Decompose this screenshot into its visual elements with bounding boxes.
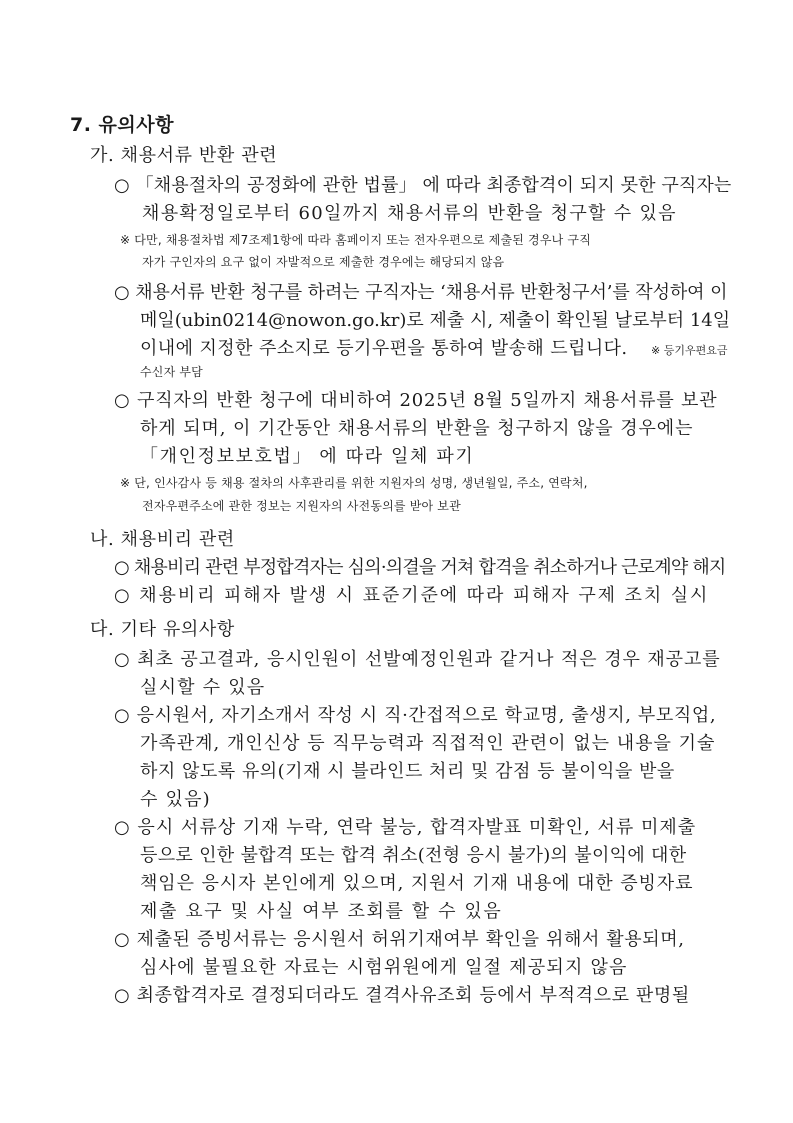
paragraph-line: 채용확정일로부터 60일까지 채용서류의 반환을 청구할 수 있음 (142, 203, 677, 224)
paragraph-line: ○ 최종합격자로 결정되더라도 결격사유조회 등에서 부적격으로 판명될 (114, 985, 690, 1006)
paragraph-line: 가족관계, 개인신상 등 직무능력과 직접적인 관련이 없는 내용을 기술 (140, 733, 716, 754)
note-line: 전자우편주소에 관한 정보는 지원자의 사전동의를 받아 보관 (142, 499, 461, 513)
paragraph-line: ○ 채용서류 반환 청구를 하려는 구직자는 ‘채용서류 반환청구서’를 작성하여 이 (114, 282, 728, 303)
paragraph-line: ○ 채용비리 관련 부정합격자는 심의·의결을 거쳐 합격을 취소하거나 근로계약 해지 (114, 557, 726, 578)
subsection-heading-na: 나. 채용비리 관련 (90, 529, 235, 550)
note-line: 수신자 부담 (140, 365, 203, 379)
note-line: ※ 단, 인사감사 등 채용 절차의 사후관리를 위한 지원자의 성명, 생년월일, 주소, 연락처, (120, 476, 588, 490)
paragraph-line: 제출 요구 및 사실 여부 조회를 할 수 있음 (140, 901, 503, 922)
paragraph-line: ○ 「채용절차의 공정화에 관한 법률」 에 따라 최종합격이 되지 못한 구직자는 (114, 175, 732, 196)
section-title: 7. 유의사항 (70, 114, 174, 136)
paragraph-line: 하지 않도록 유의(기재 시 블라인드 처리 및 감점 등 불이익을 받을 (140, 761, 675, 782)
paragraph-line: ○ 제출된 증빙서류는 응시원서 허위기재여부 확인을 위해서 활용되며, (114, 929, 685, 950)
note-line: 자가 구인자의 요구 없이 자발적으로 제출한 경우에는 해당되지 않음 (142, 255, 505, 269)
paragraph-line: 이내에 지정한 주소지로 등기우편을 통하여 발송해 드립니다. (140, 338, 628, 359)
paragraph-line: 등으로 인한 불합격 또는 합격 취소(전형 응시 불가)의 불이익에 대한 (140, 845, 687, 866)
paragraph-line: 하게 되며, 이 기간동안 채용서류의 반환을 청구하지 않을 경우에는 (140, 418, 694, 439)
paragraph-line: ○ 구직자의 반환 청구에 대비하여 2025년 8월 5일까지 채용서류를 보관 (114, 390, 718, 411)
paragraph-line: 수 있음) (140, 789, 211, 810)
paragraph-line: ○ 응시 서류상 기재 누락, 연락 불능, 합격자발표 미확인, 서류 미제출 (114, 817, 697, 838)
subsection-heading-ga: 가. 채용서류 반환 관련 (90, 145, 278, 166)
postage-note: ※ 등기우편요금 (651, 344, 728, 357)
paragraph-line: 메일(ubin0214@nowon.go.kr)로 제출 시, 제출이 확인될 날로부터 14일 (140, 310, 731, 331)
paragraph-line: 심사에 불필요한 자료는 시험위원에게 일절 제공되지 않음 (140, 957, 628, 978)
paragraph-line: 「개인정보보호법」 에 따라 일체 파기 (140, 446, 475, 467)
subsection-heading-da: 다. 기타 유의사항 (90, 619, 235, 640)
paragraph-line: 실시할 수 있음 (140, 677, 266, 698)
paragraph-line: ○ 채용비리 피해자 발생 시 표준기준에 따라 피해자 구제 조치 실시 (114, 585, 710, 606)
paragraph-line: ○ 응시원서, 자기소개서 작성 시 직·간접적으로 학교명, 출생지, 부모직업, (114, 705, 717, 726)
paragraph-line: ○ 최초 공고결과, 응시인원이 선발예정인원과 같거나 적은 경우 재공고를 (114, 649, 721, 670)
paragraph-line: 책임은 응시자 본인에게 있으며, 지원서 기재 내용에 대한 증빙자료 (140, 873, 694, 894)
note-line: ※ 다만, 채용절차법 제7조제1항에 따라 홈페이지 또는 전자우편으로 제출된 경우나 구직 (120, 233, 592, 247)
